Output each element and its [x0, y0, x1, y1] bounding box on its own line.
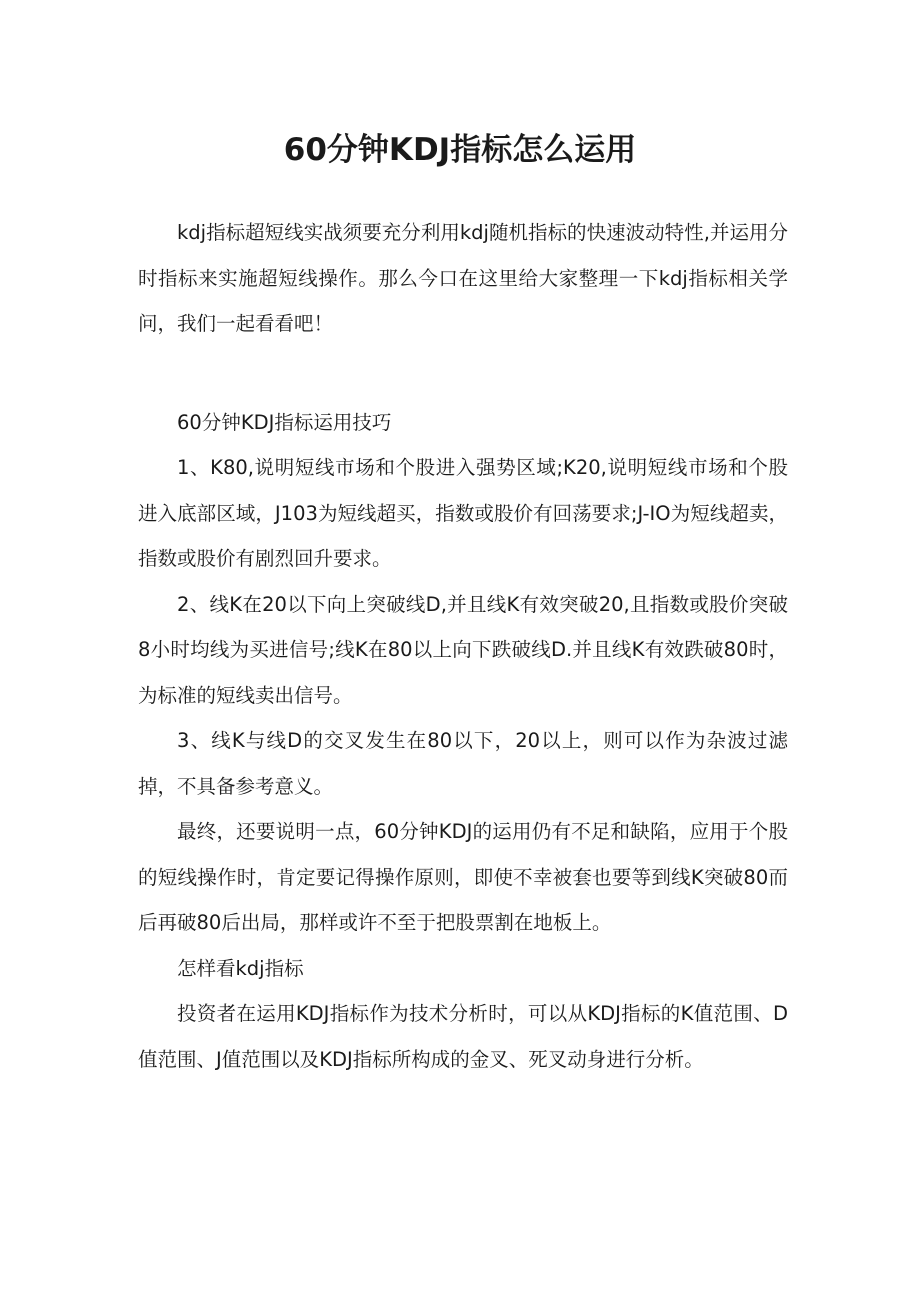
intro-paragraph: kdj指标超短线实战须要充分利用kdj随机指标的快速波动特性,并运用分时指标来实施超短线操作。那么今口在这里给大家整理一下kdj指标相关学问，我们一起看看吧！ [138, 221, 788, 335]
document-body [138, 210, 788, 1082]
paragraph-analysis: 投资者在运用KDJ指标作为技术分析时，可以从KDJ指标的K值范围、D值范围、J值范围以及KDJ指标所构成的金叉、死叉动身进行分析。 [138, 1002, 788, 1071]
paragraph-tip-3: 3、线K与线D的交叉发生在80以下，20以上，则可以作为杂波过滤掉，不具备参考意义。 [138, 729, 788, 798]
paragraph-tip-2: 2、线K在20以下向上突破线D,并且线K有效突破20,且指数或股价突破8小时均线为买进信号;线K在80以上向下跌破线D.并且线K有效跌破80时，为标准的短线卖出信号。 [138, 592, 788, 707]
paragraph-tip-1: 1、K80,说明短线市场和个股进入强势区域;K20,说明短线市场和个股进入底部区域，J103为短线超买，指数或股价有回荡要求;J-IO为短线超卖，指数或股价有剧烈回升要求。 [138, 456, 788, 570]
paragraph-conclusion: 最终，还要说明一点，60分钟KDJ的运用仍有不足和缺陷，应用于个股的短线操作时，肯定要记得操作原则，即使不幸被套也要等到线K突破80而后再破80后出局，那样或许不至于把股票割在地板上。 [138, 820, 788, 934]
section-heading-kdj-tips: 60分钟KDJ指标运用技巧 [177, 410, 392, 434]
document-title: 60分钟KDJ指标怎么运用 [283, 132, 637, 168]
section-heading-how-to-read: 怎样看kdj指标 [177, 956, 304, 980]
